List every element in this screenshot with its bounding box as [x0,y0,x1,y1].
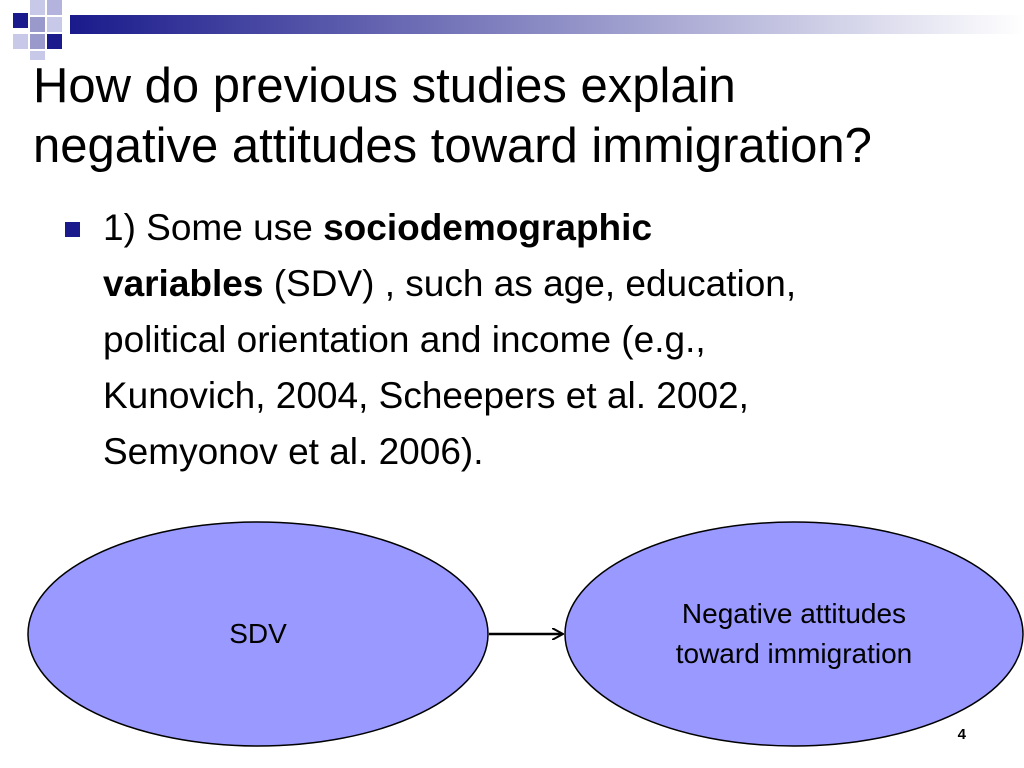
slide-title-line2: negative attitudes toward immigration? [33,119,872,173]
slide-title [33,56,1013,176]
sdv-node-label [158,614,358,654]
bullet-bold-term2: variables [103,263,264,304]
bullet-square-icon [65,222,80,237]
bullet-text-line3: political orientation and income (e.g., [103,319,706,360]
header-gradient-bar [70,15,1024,34]
attitudes-node-label [624,594,964,674]
bullet-text-line2: (SDV) , such as age, education, [263,263,797,304]
deco-square [13,34,28,49]
attitudes-label-line2: toward immigration [675,638,913,669]
page-number: 4 [957,726,966,743]
deco-square [30,34,45,49]
bullet-text-line4: Kunovich, 2004, Scheepers et al. 2002, [103,375,749,416]
causal-diagram [0,500,1024,768]
deco-square [30,0,45,15]
attitudes-label-line1: Negative attitudes [681,598,907,629]
bullet-text-line5: Semyonov et al. 2006). [103,431,484,472]
slide-title-line1: How do previous studies explain [33,59,736,113]
bullet-bold-term1: sociodemographic [323,207,653,248]
deco-square [47,17,62,32]
bullet-prefix: 1) Some use [103,207,324,248]
sdv-label-text: SDV [229,618,287,649]
deco-square [47,34,62,49]
deco-square [30,17,45,32]
bullet-item [103,200,963,480]
deco-square [13,13,28,28]
decorative-squares [0,0,80,60]
deco-square [47,0,62,15]
